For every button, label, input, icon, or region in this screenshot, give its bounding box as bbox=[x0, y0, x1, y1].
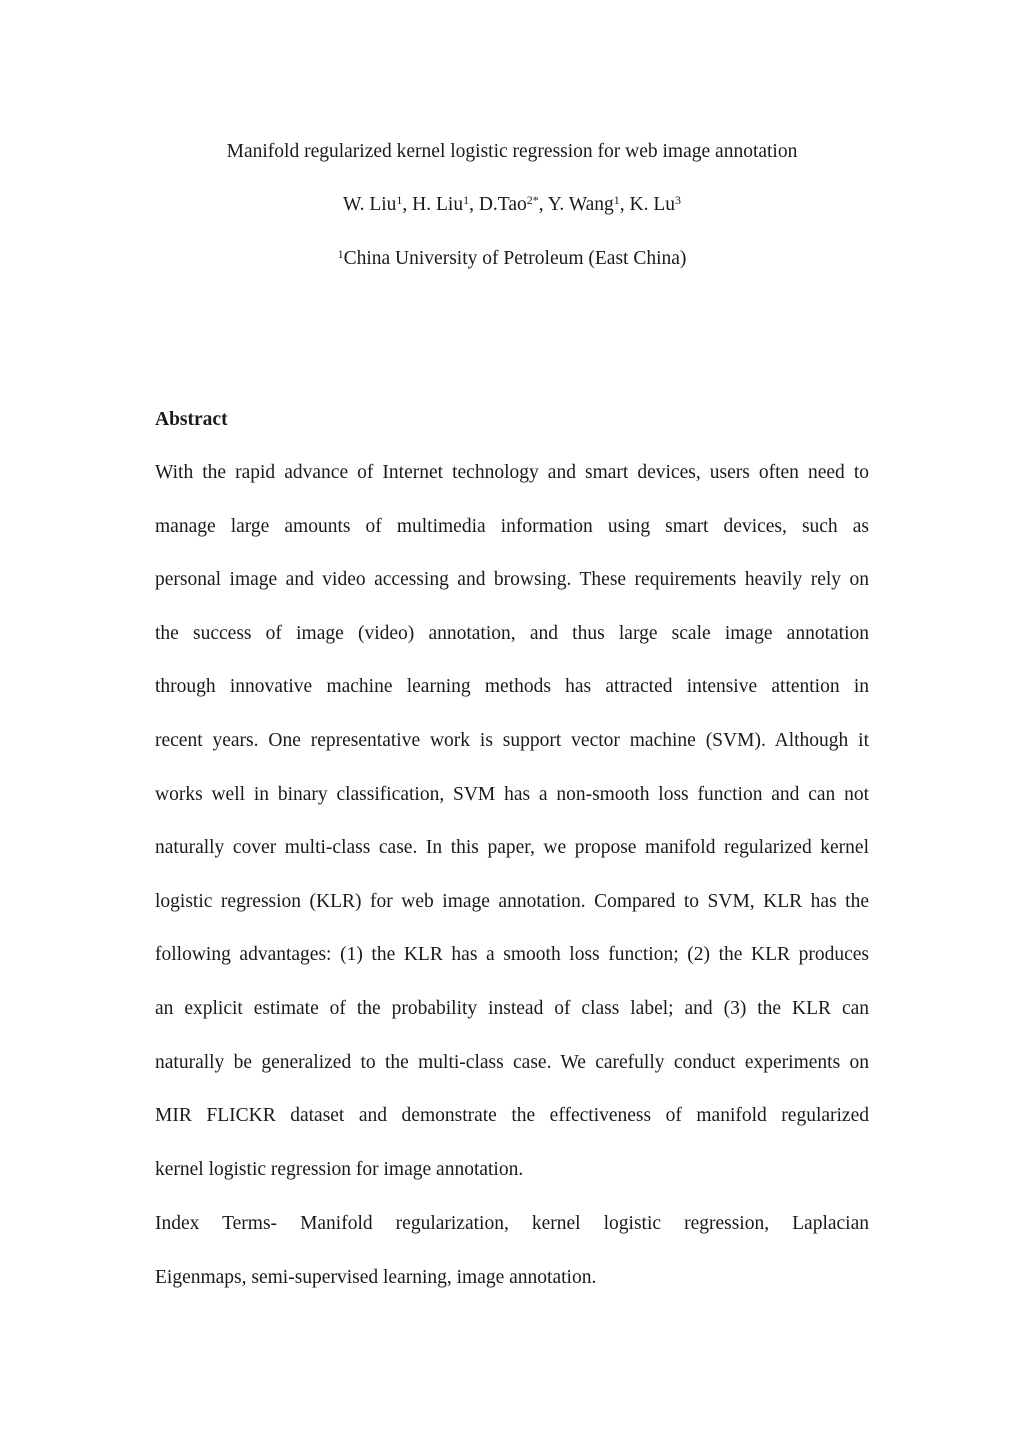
author-list: W. Liu$^1$, H. Liu$^1$, D.Tao$^{2*}$, Y. Wang$^1$, K. Lu$^3$ bbox=[342, 193, 682, 215]
author-name: D.Tao bbox=[478, 194, 527, 215]
author-affiliation-mark: 1 bbox=[396, 193, 403, 207]
abstract-line: through innovative machine learning methods has attracted intensive attention in bbox=[155, 676, 869, 698]
abstract-line: logistic regression (KLR) for web image annotation. Compared to SVM, KLR has the bbox=[155, 890, 869, 912]
abstract-line: kernel logistic regression for image annotation. bbox=[155, 1158, 524, 1180]
abstract-line: With the rapid advance of Internet technology and smart devices, users often need to bbox=[155, 462, 869, 483]
abstract-line: naturally be generalized to the multi-class case. We carefully conduct experiments on bbox=[155, 1051, 869, 1073]
index-terms-line: Index Terms- Manifold regularization, kernel logistic regression, Laplacian bbox=[155, 1213, 869, 1234]
paper-title: Manifold regularized kernel logistic regression for web image annotation bbox=[226, 141, 798, 162]
abstract-line: personal image and video accessing and browsing. These requirements heavily rely on bbox=[155, 569, 869, 591]
index-terms-line: Eigenmaps, semi-supervised learning, image annotation. bbox=[155, 1266, 597, 1288]
abstract-heading: Abstract bbox=[155, 409, 228, 430]
abstract-line: MIR FLICKR dataset and demonstrate the effectiveness of manifold regularized bbox=[155, 1105, 869, 1127]
author-name: W. Liu bbox=[342, 194, 397, 215]
abstract-line: an explicit estimate of the probability instead of class label; and (3) the KLR can bbox=[155, 997, 869, 1019]
author-affiliation-mark: 1 bbox=[463, 193, 470, 207]
affiliation-text: China University of Petroleum (East China) bbox=[343, 248, 687, 269]
affiliation bbox=[0, 246, 1024, 272]
index-terms bbox=[155, 1211, 869, 1318]
abstract-line: following advantages: (1) the KLR has a smooth loss function; (2) the KLR produces bbox=[155, 944, 869, 966]
abstract-line: naturally cover multi-class case. In this paper, we propose manifold regularized kernel bbox=[155, 837, 869, 859]
author-name: H. Liu bbox=[412, 194, 464, 215]
abstract-body bbox=[155, 460, 869, 1210]
abstract-line: recent years. One representative work is support vector machine (SVM). Although it bbox=[155, 729, 869, 751]
affiliation-mark: 1 bbox=[337, 247, 344, 261]
author-affiliation-mark: 3 bbox=[675, 193, 682, 207]
abstract-line: the success of image (video) annotation, and thus large scale image annotation bbox=[155, 622, 869, 644]
abstract-line: works well in binary classification, SVM has a non-smooth loss function and can not bbox=[155, 783, 869, 805]
author-name: K. Lu bbox=[629, 194, 676, 215]
abstract-line: manage large amounts of multimedia information using smart devices, such as bbox=[155, 515, 869, 537]
author-affiliation-mark: 1 bbox=[613, 193, 620, 207]
author-affiliation-mark: 2* bbox=[526, 193, 539, 207]
author-name: Y. Wang bbox=[547, 194, 614, 215]
